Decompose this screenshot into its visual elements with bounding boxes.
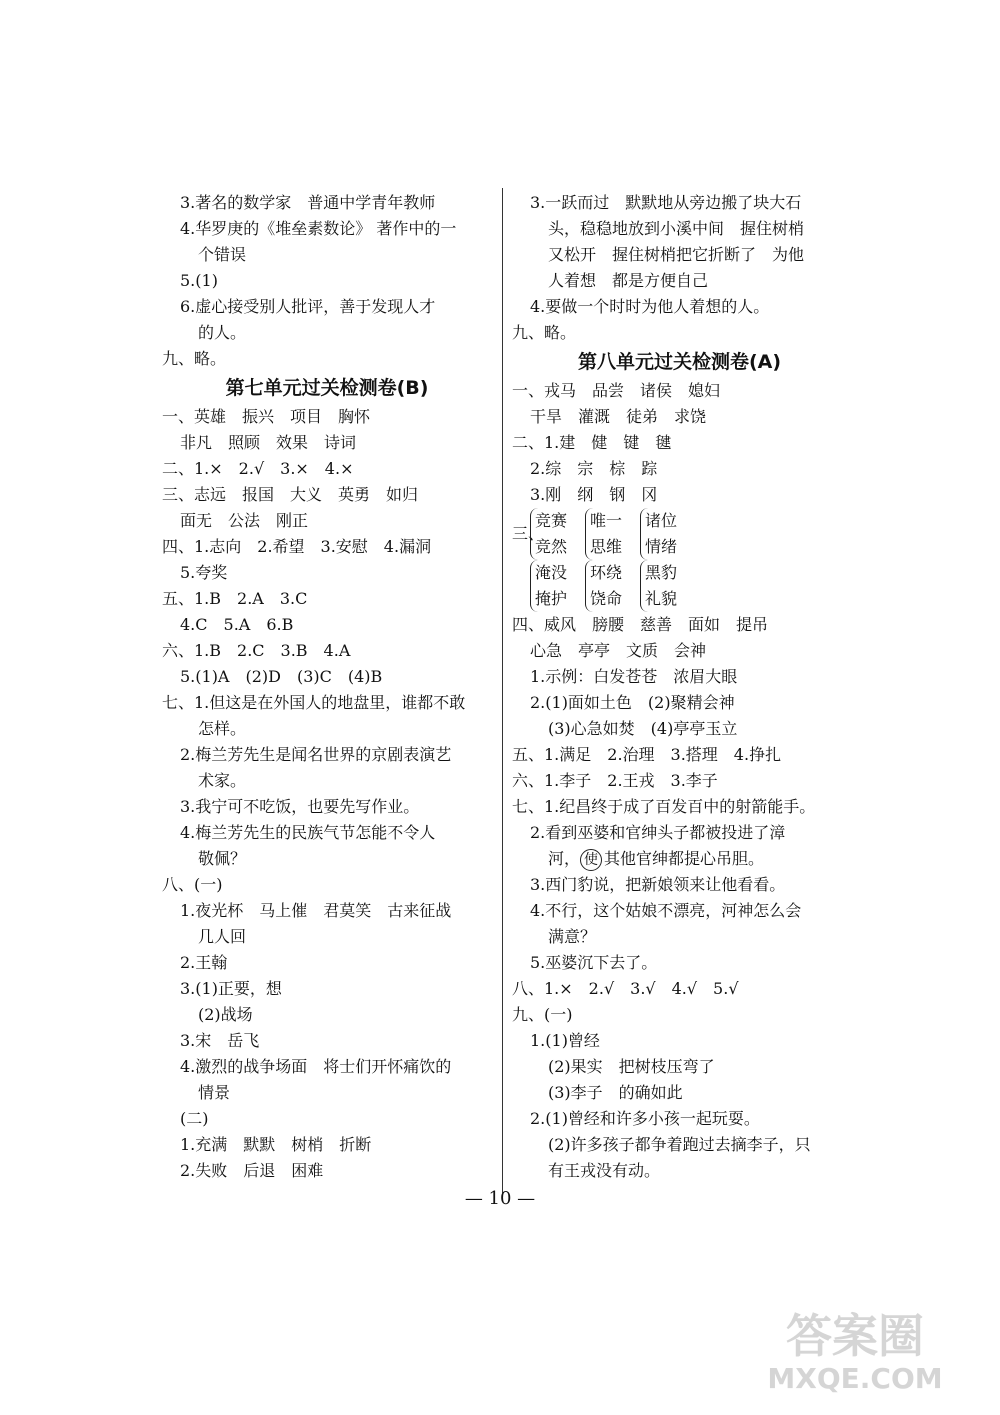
brace-group-row	[512, 560, 847, 612]
brace-word: 诸位	[645, 511, 678, 530]
answer-line: 六、1.李子 2.王戎 3.李子	[512, 771, 718, 790]
answer-line: (2)战场	[198, 1005, 253, 1024]
column-divider	[502, 188, 503, 1200]
section-title: 第七单元过关检测卷(B)	[225, 377, 429, 399]
right-column	[512, 190, 847, 1184]
answer-line: 3.宋 岳飞	[180, 1031, 260, 1050]
watermark-line2: MXQE.COM	[767, 1362, 943, 1395]
section-three-label: 三、	[512, 524, 545, 543]
brace-word: 竞赛	[535, 511, 568, 530]
answer-line: 2.看到巫婆和官绅头子都被投进了漳	[530, 823, 786, 842]
answer-line: 四、1.志向 2.希望 3.安慰 4.漏洞	[162, 537, 432, 556]
brace-group-row	[512, 508, 847, 560]
answer-line: 的人。	[198, 323, 247, 342]
answer-line: 4.要做一个时时为他人着想的人。	[530, 297, 770, 316]
answer-line: 4.不行，这个姑娘不漂亮，河神怎么会	[530, 901, 802, 920]
answer-line: 九、(一)	[512, 1005, 573, 1024]
brace-word: 饶命	[590, 589, 623, 608]
circled-before: 河，	[548, 849, 581, 868]
watermark-line1: 答案圈	[786, 1309, 924, 1363]
answer-line: 4.C 5.A 6.B	[180, 615, 294, 634]
brace-word: 情绪	[645, 537, 678, 556]
section-title: 第八单元过关检测卷(A)	[577, 351, 782, 373]
answer-line: 2.失败 后退 困难	[180, 1161, 324, 1180]
answer-line: 5.巫婆沉下去了。	[530, 953, 658, 972]
brace-word: 淹没	[535, 563, 568, 582]
answer-line: 面无 公法 刚正	[180, 511, 309, 530]
answer-line: 一、英雄 振兴 项目 胸怀	[162, 407, 371, 426]
answer-line: 5.夸奖	[180, 563, 228, 582]
answer-line: (3)心急如焚 (4)亭亭玉立	[548, 719, 738, 738]
brace-word: 竞然	[535, 537, 568, 556]
answer-line: 4.梅兰芳先生的民族气节怎能不令人	[180, 823, 436, 842]
brace-pair	[585, 508, 622, 560]
answer-line: 1.夜光杯 马上催 君莫笑 古来征战	[180, 901, 452, 920]
brace-pair	[585, 560, 622, 612]
answer-line: 6.虚心接受别人批评，善于发现人才	[180, 297, 436, 316]
answer-line: 2.(1)曾经和许多小孩一起玩耍。	[530, 1109, 760, 1128]
brace-pair	[530, 560, 567, 612]
answer-line: 七、1.但这是在外国人的地盘里，谁都不敢	[162, 693, 466, 712]
answer-line: 3.著名的数学家 普通中学青年教师	[180, 193, 436, 212]
circled-char: 使	[580, 849, 602, 871]
left-column	[162, 190, 492, 1184]
answer-line: 1.(1)曾经	[530, 1031, 600, 1050]
section-three-groups	[512, 508, 847, 612]
brace-pair	[640, 508, 677, 560]
answer-line: 又松开 握住树梢把它折断了 为他	[548, 245, 805, 264]
answer-line: 4.激烈的战争场面 将士们开怀痛饮的	[180, 1057, 452, 1076]
answer-line: 四、威风 膀腰 慈善 面如 提吊	[512, 615, 769, 634]
answer-line: 五、1.满足 2.治理 3.搭理 4.挣扎	[512, 745, 782, 764]
answer-line: 1.示例：白发苍苍 浓眉大眼	[530, 667, 738, 686]
answer-line: 2.综 宗 棕 踪	[530, 459, 658, 478]
answer-line: 有王戎没有动。	[548, 1161, 661, 1180]
answer-line: (二)	[180, 1109, 209, 1128]
answer-line: 3.西门豹说，把新娘领来让他看看。	[530, 875, 786, 894]
answer-line: 二、1.建 健 键 毽	[512, 433, 672, 452]
answer-line: (3)李子 的确如此	[548, 1083, 683, 1102]
answer-line: (2)果实 把树枝压弯了	[548, 1057, 715, 1076]
answer-line: 术家。	[198, 771, 247, 790]
watermark-logo	[740, 1300, 970, 1395]
right-bottom-block	[512, 872, 847, 1184]
brace-word: 环绕	[590, 563, 623, 582]
answer-line: 3.刚 纲 钢 冈	[530, 485, 658, 504]
answer-line: 七、1.纪昌终于成了百发百中的射箭能手。	[512, 797, 816, 816]
answer-line: 1.充满 默默 树梢 折断	[180, 1135, 372, 1154]
answer-line: 九、略。	[162, 349, 227, 368]
circled-after: 其他官绅都提心吊胆。	[604, 849, 765, 868]
answer-line: 六、1.B 2.C 3.B 4.A	[162, 641, 351, 660]
answer-line: (2)许多孩子都争着跑过去摘李子，只	[548, 1135, 811, 1154]
answer-line: 怎样。	[198, 719, 247, 738]
answer-line: 2.(1)面如土色 (2)聚精会神	[530, 693, 735, 712]
right-top-block	[512, 190, 847, 508]
brace-pair	[640, 560, 677, 612]
answer-line: 个错误	[198, 245, 247, 264]
answer-line: 一、戎马 品尝 诸侯 媳妇	[512, 381, 721, 400]
answer-line: 满意？	[548, 927, 597, 946]
answer-line: 人着想 都是方便自己	[548, 271, 709, 290]
answer-line: 三、志远 报国 大义 英勇 如归	[162, 485, 419, 504]
answer-line: 3.一跃而过 默默地从旁边搬了块大石	[530, 193, 802, 212]
answer-line: 九、略。	[512, 323, 577, 342]
answer-line: 二、1.× 2.√ 3.× 4.×	[162, 459, 354, 478]
circled-sentence	[512, 846, 847, 872]
answer-line: 5.(1)	[180, 271, 218, 290]
answer-line: 4.华罗庚的《堆垒素数论》 著作中的一	[180, 219, 457, 238]
answer-line: 心急 亭亭 文质 会神	[530, 641, 707, 660]
answer-line: 头，稳稳地放到小溪中间 握住树梢	[548, 219, 805, 238]
brace-pair	[530, 508, 567, 560]
right-mid-block	[512, 612, 847, 846]
answer-line: 非凡 照顾 效果 诗词	[180, 433, 357, 452]
answer-line: 3.(1)正要，想	[180, 979, 282, 998]
answer-line: 八、1.× 2.√ 3.√ 4.√ 5.√	[512, 979, 739, 998]
brace-word: 思维	[590, 537, 623, 556]
brace-word: 唯一	[590, 511, 623, 530]
answer-line: 敬佩？	[198, 849, 247, 868]
answer-line: 2.王翰	[180, 953, 228, 972]
answer-line: 5.(1)A (2)D (3)C (4)B	[180, 667, 383, 686]
answer-line: 几人回	[198, 927, 247, 946]
answer-line: 3.我宁可不吃饭，也要先写作业。	[180, 797, 420, 816]
answer-line: 八、(一)	[162, 875, 223, 894]
answer-line: 五、1.B 2.A 3.C	[162, 589, 308, 608]
answer-line: 2.梅兰芳先生是闻名世界的京剧表演艺	[180, 745, 452, 764]
brace-word: 礼貌	[645, 589, 678, 608]
brace-word: 黑豹	[645, 563, 678, 582]
page-number: — 10 —	[464, 1188, 536, 1209]
brace-word: 掩护	[535, 589, 568, 608]
answer-line: 情景	[198, 1083, 231, 1102]
answer-line: 干旱 灌溉 徒弟 求饶	[530, 407, 707, 426]
